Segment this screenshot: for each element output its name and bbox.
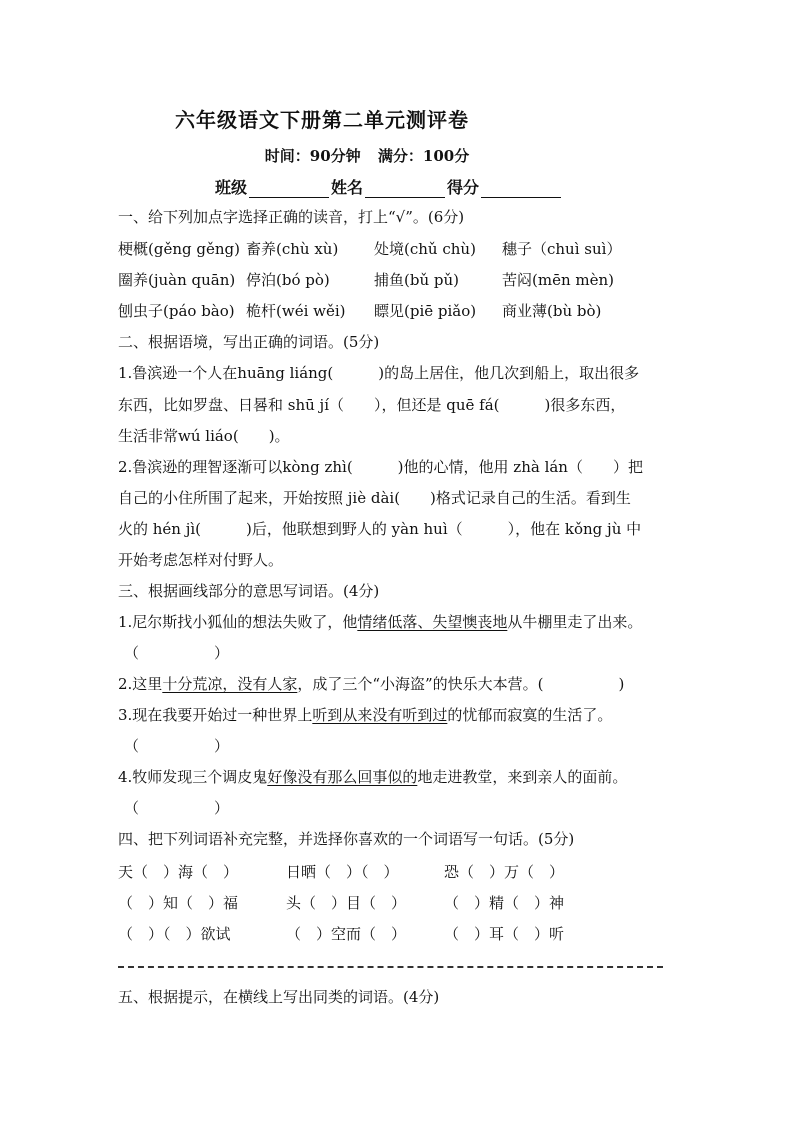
- section1-row: [118, 300, 601, 321]
- section2-line: 1.鲁滨逊一个人在huāng liáng( )的岛上居住，他几次到船上，取出很多: [118, 364, 640, 382]
- points-blank[interactable]: [481, 181, 561, 198]
- section5-heading: 五、根据提示，在横线上写出同类的词语。(4分): [118, 988, 440, 1006]
- section3-question-1: [118, 611, 642, 632]
- idiom-fill-item[interactable]: 天（ ）海（ ）: [118, 863, 239, 881]
- section2-line: 东西，比如罗盘、日晷和 shū jí（ ），但还是 quē fá( )很多东西，: [118, 396, 626, 414]
- section3-question-4: [118, 766, 627, 787]
- question-text: 3.现在我要开始过一种世界上: [118, 706, 313, 724]
- pinyin-choice-item[interactable]: 梗概(gěng gěng): [118, 240, 240, 258]
- question-text: 1.尼尔斯找小狐仙的想法失败了，他: [118, 613, 358, 631]
- score-info: 满分：100分: [377, 147, 470, 165]
- section3-heading: 三、根据画线部分的意思写词语。(4分): [118, 582, 380, 600]
- student-info-row: [215, 175, 563, 198]
- underlined-phrase: 听到从来没有听到过: [312, 706, 448, 724]
- question-text: ，成了三个“小海盗”的快乐大本营。( ): [297, 675, 625, 693]
- time-info: 时间：90分钟: [264, 147, 361, 165]
- pinyin-choice-item[interactable]: 捕鱼(bǔ pǔ): [374, 271, 459, 289]
- idiom-fill-item[interactable]: 恐（ ）万（ ）: [444, 863, 565, 881]
- underlined-phrase: 好像没有那么回事似的: [267, 768, 418, 786]
- question-text: 从牛棚里走了出来。: [507, 613, 643, 631]
- section4-row: [118, 861, 564, 882]
- pinyin-choice-item[interactable]: 苦闷(mēn mèn): [502, 271, 614, 289]
- sentence-writing-line[interactable]: [118, 966, 663, 968]
- question-text: 2.这里: [118, 675, 163, 693]
- idiom-fill-item[interactable]: （ ）知（ ）福: [118, 894, 239, 912]
- section2-line: 2.鲁滨逊的理智逐渐可以kòng zhì( )他的心情，他用 zhà lán（ ）把: [118, 458, 643, 476]
- section3-question-3: [118, 704, 612, 725]
- section2-line: 火的 hén jì( )后，他联想到野人的 yàn huì（ ），他在 kǒng jù 中: [118, 520, 642, 538]
- idiom-fill-item[interactable]: （ ）空而（ ）: [286, 925, 407, 943]
- idiom-fill-item[interactable]: （ ）精（ ）神: [444, 894, 565, 912]
- section3-question-2: [118, 673, 624, 694]
- pinyin-choice-item[interactable]: 处境(chǔ chù): [374, 240, 476, 258]
- answer-blank[interactable]: （ ）: [124, 644, 230, 662]
- section4-heading: 四、把下列词语补充完整，并选择你喜欢的一个词语写一句话。(5分): [118, 830, 575, 848]
- idiom-fill-item[interactable]: （ ）耳（ ）听: [444, 925, 565, 943]
- exam-meta: [0, 145, 794, 166]
- section1-row: [118, 269, 614, 290]
- class-label: 班级: [215, 178, 248, 197]
- name-blank[interactable]: [365, 181, 445, 198]
- idiom-fill-item[interactable]: （ ）（ ）欲试: [118, 925, 231, 943]
- section2-line: 开始考虑怎样对付野人。: [118, 551, 284, 569]
- pinyin-choice-item[interactable]: 圈养(juàn quān): [118, 271, 236, 289]
- section2-line: 自己的小住所围了起来，开始按照 jiè dài( )格式记录自己的生活。看到生: [118, 489, 631, 507]
- pinyin-choice-item[interactable]: 商业薄(bù bò): [502, 302, 602, 320]
- pinyin-choice-item[interactable]: 瞟见(piē piǎo): [374, 302, 477, 320]
- points-label: 得分: [447, 178, 480, 197]
- answer-blank[interactable]: （ ）: [124, 799, 230, 817]
- section4-row: [118, 892, 564, 913]
- section1-row: [118, 238, 621, 259]
- class-blank[interactable]: [249, 181, 329, 198]
- section4-row: [118, 923, 564, 944]
- question-text: 地走进教堂，来到亲人的面前。: [417, 768, 628, 786]
- name-label: 姓名: [331, 178, 364, 197]
- section2-line: 生活非常wú liáo( )。: [118, 427, 290, 445]
- pinyin-choice-item[interactable]: 畜养(chù xù): [246, 240, 339, 258]
- question-text: 4.牧师发现三个调皮鬼: [118, 768, 268, 786]
- underlined-phrase: 情绪低落、失望懊丧地: [357, 613, 508, 631]
- underlined-phrase: 十分荒凉，没有人家: [162, 675, 298, 693]
- question-text: 的忧郁而寂寞的生活了。: [447, 706, 613, 724]
- exam-title: 六年级语文下册第二单元测评卷: [175, 108, 469, 132]
- idiom-fill-item[interactable]: 日晒（ ）（ ）: [286, 863, 399, 881]
- answer-blank[interactable]: （ ）: [124, 737, 230, 755]
- section2-heading: 二、根据语境，写出正确的词语。(5分): [118, 333, 380, 351]
- pinyin-choice-item[interactable]: 桅杆(wéi wěi): [246, 302, 346, 320]
- pinyin-choice-item[interactable]: 穗子（chuì suì）: [502, 240, 622, 258]
- section1-heading: 一、给下列加点字选择正确的读音，打上“√”。(6分): [118, 208, 465, 226]
- pinyin-choice-item[interactable]: 刨虫子(páo bào): [118, 302, 235, 320]
- idiom-fill-item[interactable]: 头（ ）目（ ）: [286, 894, 407, 912]
- pinyin-choice-item[interactable]: 停泊(bó pò): [246, 271, 330, 289]
